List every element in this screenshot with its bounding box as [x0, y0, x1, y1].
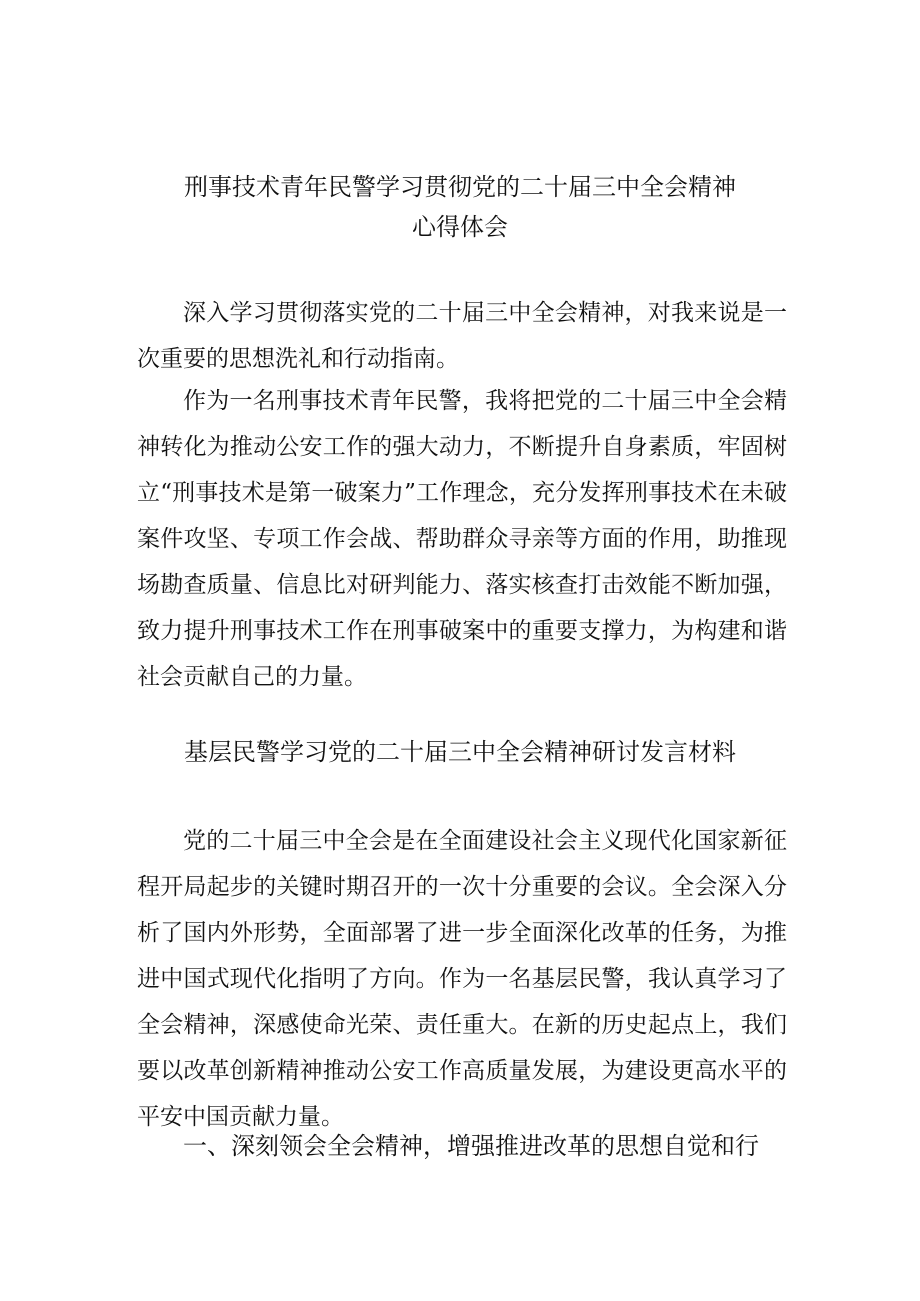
article1-paragraph-2: 作为一名刑事技术青年民警，我将把党的二十届三中全会精神转化为推动公安工作的强大动力，不断提升自身素质，牢固树立“刑事技术是第一破案力”工作理念，充分发挥刑事技术在未破案件攻坚、专项工作会战、帮助群众寻亲等方面的作用，助推现场勘查质量、信息比对研判能力、落实核查打击效能不断加强，致力提升刑事技术工作在刑事破案中的重要支撑力，为构建和谐社会贡献自己的力量。 — [137, 388, 787, 690]
article1-paragraph-1: 深入学习贯彻落实党的二十届三中全会精神，对我来说是一次重要的思想洗礼和行动指南。 — [137, 300, 787, 372]
article1-title-line1: 刑事技术青年民警学习贯彻党的二十届三中全会精神 — [184, 173, 736, 201]
article2-paragraph-1: 党的二十届三中全会是在全面建设社会主义现代化国家新征程开局起步的关键时期召开的一次十分重要的会议。全会深入分析了国内外形势，全面部署了进一步全面深化改革的任务，为推进中国式现代化指明了方向。作为一名基层民警，我认真学习了全会精神，深感使命光荣、责任重大。在新的历史起点上，我们要以改革创新精神推动公安工作高质量发展，为建设更高水平的平安中国贡献力量。 — [137, 828, 787, 1130]
article1-title-line2: 心得体会 — [412, 213, 508, 241]
article2-section-heading: 一、深刻领会全会精神，增强推进改革的思想自觉和行 — [183, 1132, 759, 1160]
article2-title: 基层民警学习党的二十届三中全会精神研讨发言材料 — [184, 738, 736, 766]
